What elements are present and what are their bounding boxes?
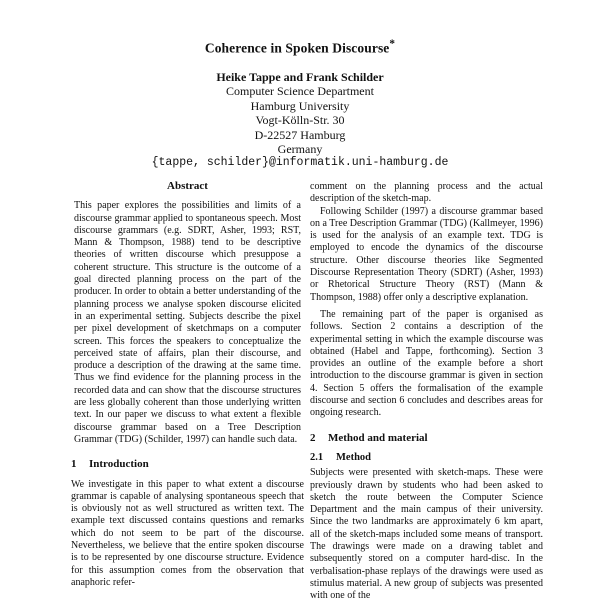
intro-paragraph-3: The remaining part of the paper is organised as follows. Section 2 contains a description of the experimental setting in which the example discourse was obtained (Habel and Tappe, forthcoming). Section 3 provides an outline of the example before a short introduction to the discourse grammar is given in section 4. Section 5 offers the formalisation of the example discourse and section 6 concludes and describes areas for ongoing research. <box>310 308 543 419</box>
author-block <box>0 70 600 171</box>
subsection-2-1-number: 2.1 <box>310 451 324 463</box>
left-column <box>71 180 304 589</box>
introduction-text: We investigate in this paper to what extent a discourse grammar is capable of analysing spontaneous speech that is obviously not as well structured as written text. The example text discussed contains questions and remarks which do not seem to be part of the discourse. Nevertheless, we believe that the entire spoken discourse is to be represented by one discourse structure. Evidence for this assumption comes from the observation that anaphoric refer- <box>71 478 304 588</box>
affiliation-line: Germany <box>277 142 323 157</box>
affiliation-line: Hamburg University <box>250 98 350 113</box>
section-1-heading <box>71 458 304 470</box>
section-2-heading <box>310 432 543 444</box>
author-email: {tappe, schilder}@informatik.uni-hamburg.de <box>151 156 449 170</box>
title-footnote-mark: * <box>389 38 396 50</box>
intro-paragraph-2: Following Schilder (1997) a discourse grammar based on a Tree Description Grammar (TDG) (Kallmeyer, 1996) is used for the analysis of an example text. TDG is employed to encode the dynamics of the discourse structure. Other discourse theories like Segmented Discourse Representation Theory (SDRT) (Asher, 1993) or Rhetorical Structure Theory (RST) (Mann & Thompson, 1988) offer only a descriptive explanation. <box>310 205 543 303</box>
title-text: Coherence in Spoken Discourse <box>204 40 390 56</box>
section-2-title: Method and material <box>328 431 428 444</box>
method-text: Subjects were presented with sketch-maps. These were previously drawn by students who had been asked to sketch the route between the Computer Science Department and the main campus of their university. Since the two landmarks are approximately 6 km apart, all of the sketch-maps included some means of transport. The drawings were made on a drawing tablet and subsequently stored on a computer hard-disc. In the verbalisation-phase replays of the drawings were used as stimulus material. A new group of subjects was presented with one of the <box>310 467 543 600</box>
subsection-2-1-title: Method <box>336 451 371 463</box>
affiliation-line: Vogt-Kölln-Str. 30 <box>255 113 345 128</box>
author-names: Heike Tappe and Frank Schilder <box>216 70 384 84</box>
section-2-number: 2 <box>310 431 316 444</box>
affiliation-line: D-22527 Hamburg <box>254 127 346 142</box>
paper-title <box>0 38 600 57</box>
section-1-number: 1 <box>71 458 77 471</box>
abstract-heading: Abstract <box>167 180 208 192</box>
subsection-2-1-heading <box>310 452 543 464</box>
abstract-text: This paper explores the possibilities and limits of a discourse grammar applied to spontaneous speech. Most discourse grammars (e.g. SDRT, Asher, 1993; RST, Mann & Thompson, 1988) tend to be descriptive theories of written discourse which presuppose a coherent structure. This structure is the outcome of a goal directed planning process on the part of the producer. In order to obtain a better understanding of the planning process we analyse spoken discourse elicited in an experimental setting. Subjects describe the pixel per pixel development of sketchmaps on a computer screen. This forces the speakers to conceptualize the perceived state of affairs, plan their discourse, and produce a description of the drawing at the same time. Thus we find evidence for the planning process in the recorded data and can show that the discourse structures are less globally coherent than those underlying written text. In our paper we discuss to what extent a flexible discourse grammar based on a Tree Description Grammar (TDG) (Schilder, 1997) can handle such data. <box>74 200 301 445</box>
affiliation-line: Computer Science Department <box>226 84 374 99</box>
intro-continuation: comment on the planning process and the actual description of the sketch-map. <box>310 181 543 205</box>
section-1-title: Introduction <box>89 458 149 471</box>
right-column <box>310 181 543 600</box>
